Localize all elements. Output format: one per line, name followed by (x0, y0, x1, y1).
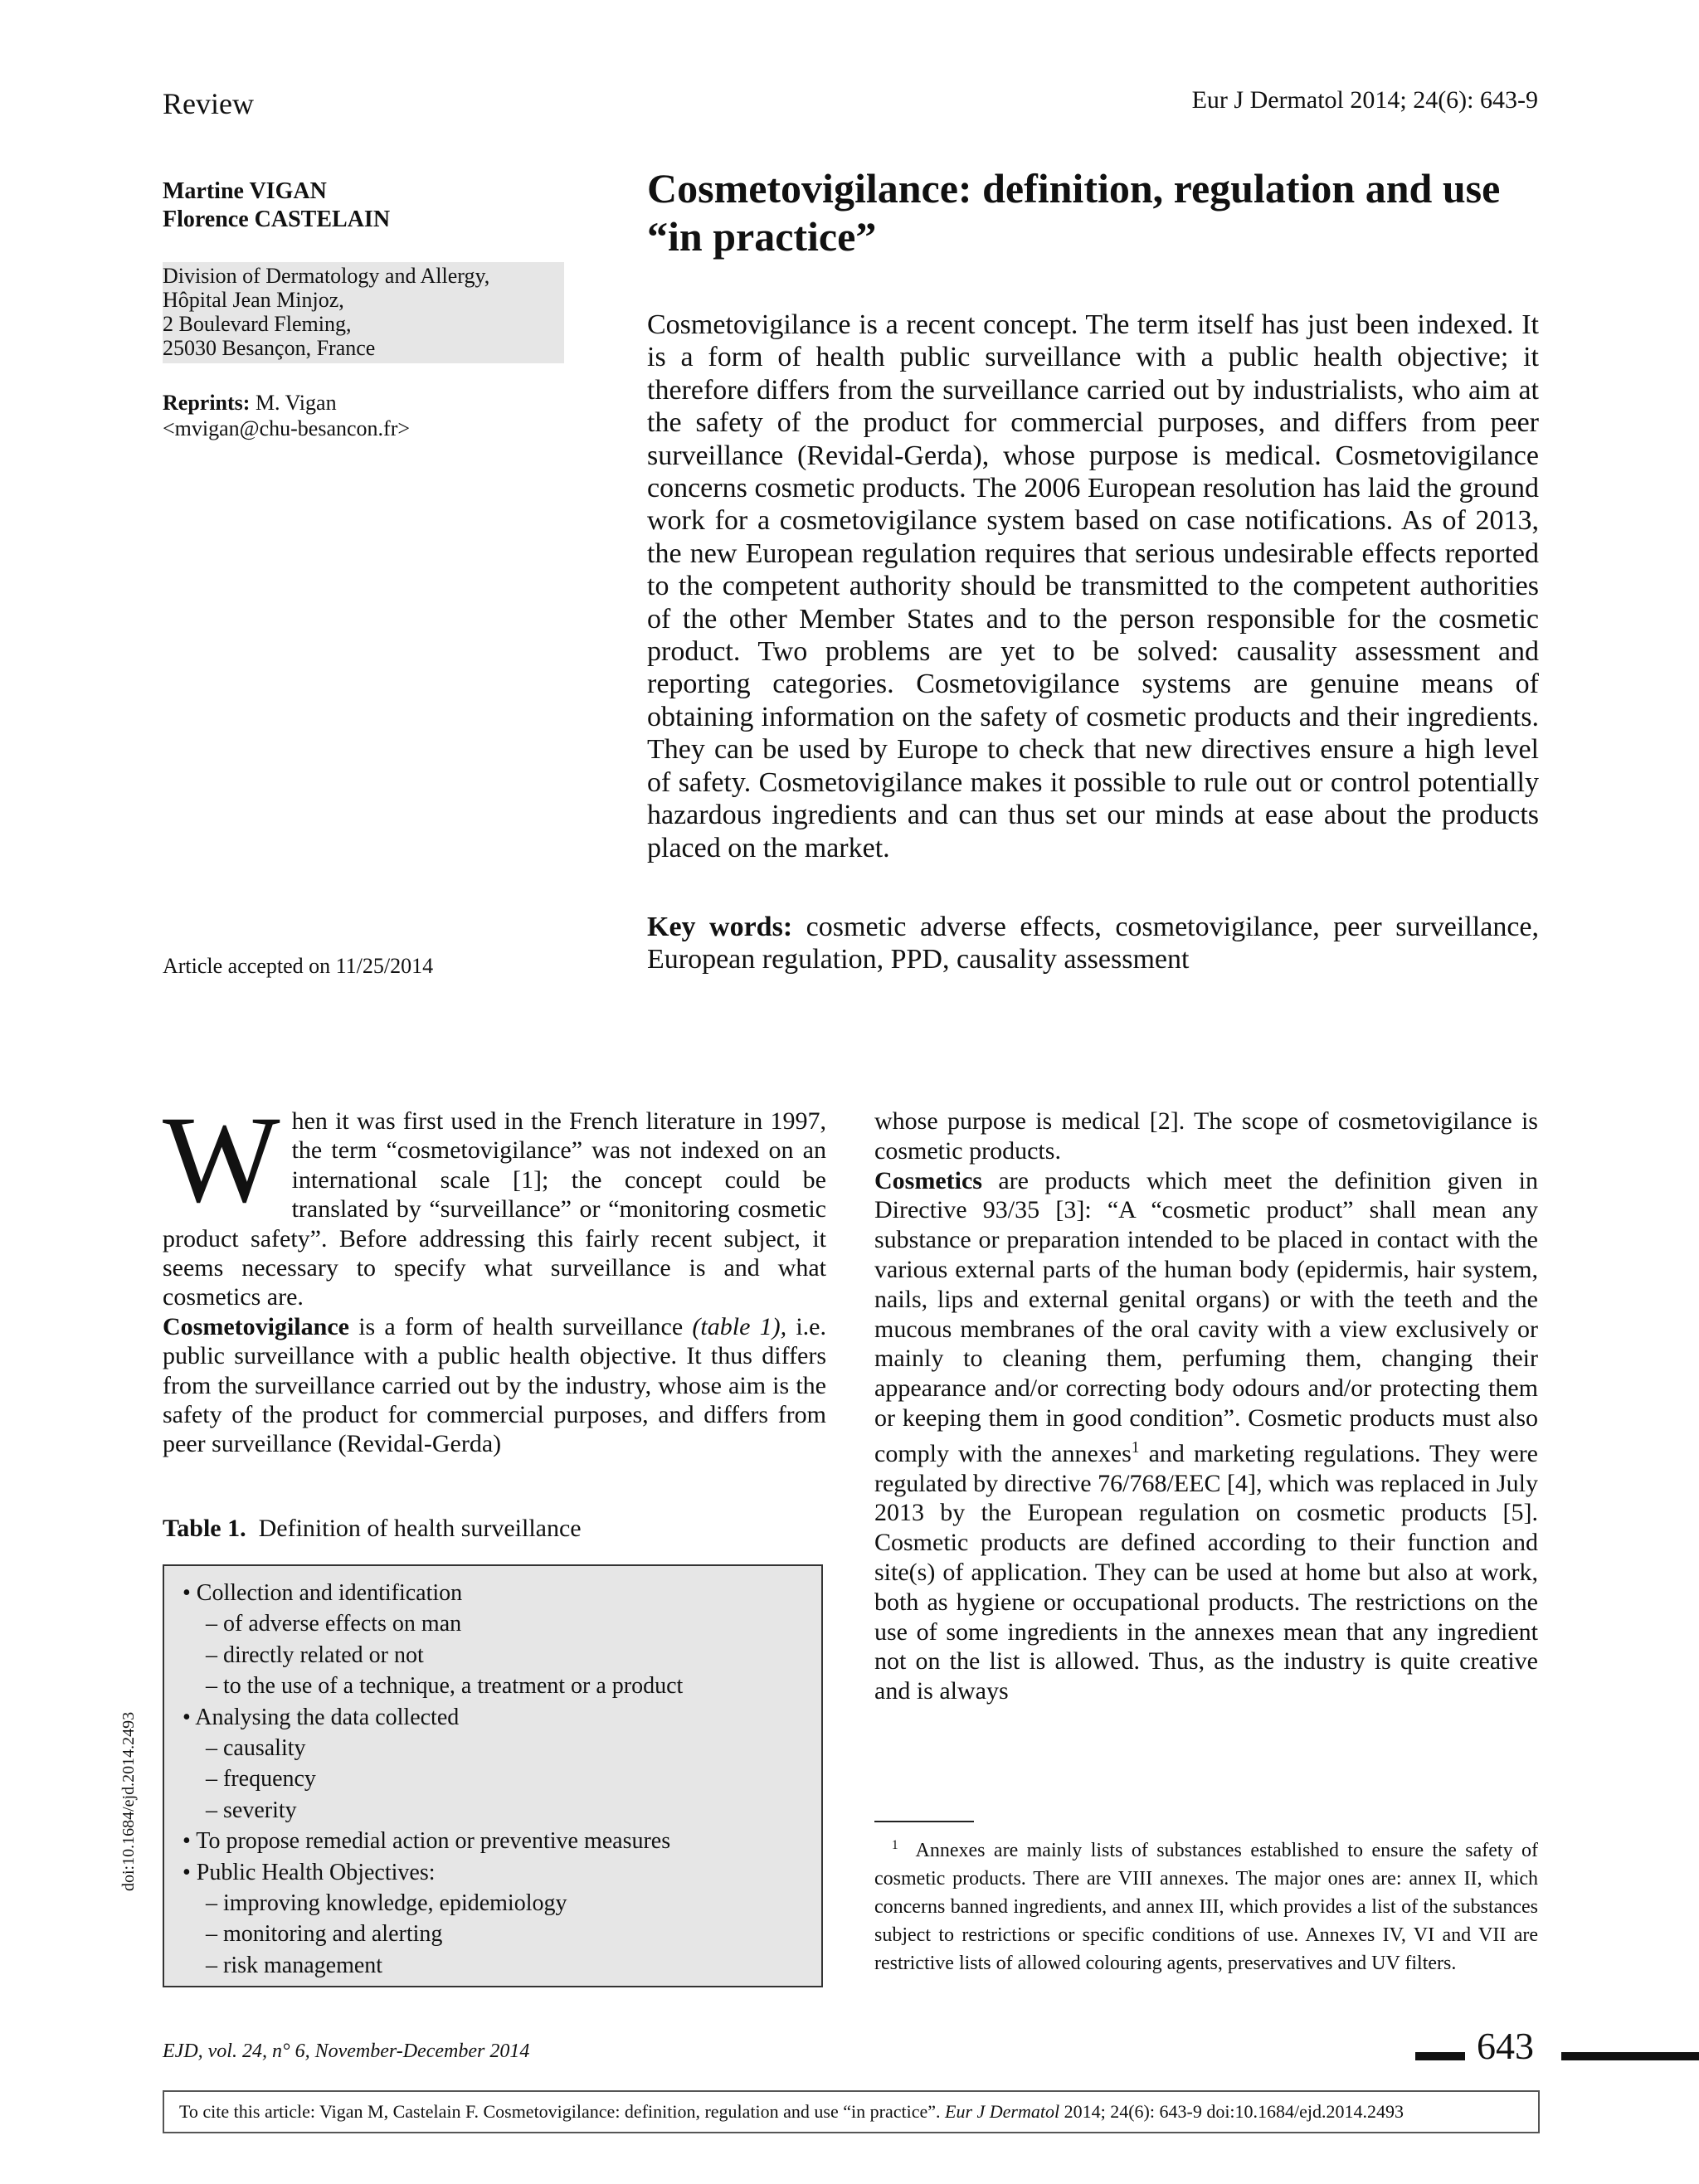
body-column-right (874, 1107, 1538, 1706)
footnote (874, 1831, 1538, 1977)
table-line: – frequency (206, 1766, 316, 1792)
cosmetics-text: are products which meet the definition given in Directive 93/35 [3]: “A “cosmetic product” shall mean any substance or preparation intended to be placed in contact with the various external parts of the human body (epidermis, hair system, nails, lips and external genital organs) or with the teeth and the mucous membranes of the oral cavity with a view exclusively or mainly to cleaning them, perfuming them, changing their appearance and/or correcting body odours and/or protecting them or keeping them in good condition”. Cosmetic products must also comply with the annexes (874, 1166, 1538, 1467)
affiliation-line: Division of Dermatology and Allergy, (163, 264, 490, 288)
intro-paragraph (163, 1091, 826, 1312)
reprints-name: M. Vigan (255, 391, 337, 415)
affiliation-line: 2 Boulevard Fleming, (163, 312, 352, 336)
reprints-info (163, 390, 410, 441)
affiliation-box (163, 262, 564, 363)
footnote-divider (874, 1821, 974, 1822)
author-name: Florence CASTELAIN (163, 207, 391, 232)
affiliation-line: Hôpital Jean Minjoz, (163, 288, 344, 312)
author-name: Martine VIGAN (163, 178, 327, 204)
accepted-date: Article accepted on 11/25/2014 (163, 954, 434, 978)
journal-reference: Eur J Dermatol 2014; 24(6): 643-9 (1191, 86, 1538, 114)
scope-paragraph: whose purpose is medical [2]. The scope of cosmetovigilance is cosmetic products. (874, 1107, 1538, 1165)
section-label: Review (163, 87, 254, 120)
side-doi: doi:10.1684/ejd.2014.2493 (119, 1711, 138, 1891)
affiliation-line: 25030 Besançon, France (163, 336, 376, 360)
definition-text: is a form of health surveillance (348, 1312, 693, 1340)
body-column-left (163, 1091, 827, 1459)
table-line: • To propose remedial action or preventive measures (183, 1828, 671, 1855)
table-line: – of adverse effects on man (206, 1611, 462, 1637)
footnote-text: Annexes are mainly lists of substances established to ensure the safety of cosmetic products. There are VIII annexes. The major ones are: annex II, which concerns banned ingredients, and annex III, which provides a list of the substances subject to restrictions or specific conditions of use. Annexes IV, VI and VII are restrictive lists of allowed colouring agents, preservatives and UV filters. (874, 1840, 1539, 1974)
table-caption-text: Definition of health surveillance (258, 1515, 582, 1542)
cosmetics-text-cont: and marketing regulations. They were regulated by directive 76/768/EEC [4], which was replaced in July 2013 by the European regulation on cosmetic products [5]. Cosmetic products are defined according to their function and site(s) of application. They can be used at home but also at work, both as hygiene or occupational products. The restrictions on the use of some ingredients in the annexes mean that any ingredient not on the list is allowed. Thus, as the industry is quite creative and is always (874, 1439, 1538, 1705)
table-line: – causality (206, 1735, 306, 1762)
article-title: Cosmetovigilance: definition, regulation and use “in practice” (647, 165, 1501, 260)
table-line: • Analysing the data collected (183, 1704, 460, 1730)
keywords (647, 911, 1539, 976)
citation-box (163, 2090, 1540, 2133)
cosmetics-paragraph (874, 1166, 1538, 1706)
abstract: Cosmetovigilance is a recent concept. The term itself has just been indexed. It is a form of health public surveillance with a public health objective; it therefore differs from the surveillance carried out by industrialists, who aim at the safety of the product for commercial purposes, and differs from peer surveillance (Revidal-Gerda), whose purpose is medical. Cosmetovigilance concerns cosmetic products. The 2006 European resolution has laid the ground work for a cosmetovigilance system based on case notifications. As of 2013, the new European regulation requires that serious undesirable effects reported to the competent authority should be transmitted to the competent authorities of the other Member States and to the person responsible for the cosmetic product. Two problems are yet to be solved: causality assessment and reporting categories. Cosmetovigilance systems are genuine means of obtaining information on the safety of cosmetic products and their ingredients. They can be used by Europe to check that new directives ensure a high level of safety. Cosmetovigilance makes it possible to rule out or control potentially hazardous ingredients and can thus set our minds at ease about the products placed on the market. (647, 309, 1539, 863)
citation-suffix: 2014; 24(6): 643-9 doi:10.1684/ejd.2014.2493 (1059, 2101, 1404, 2122)
table-line: – directly related or not (206, 1642, 424, 1668)
table-1 (163, 1564, 823, 1987)
citation-prefix: To cite this article: Vigan M, Castelain F. Cosmetovigilance: definition, regulation and use “in practice”. (179, 2101, 946, 2122)
author-list (163, 178, 390, 234)
keywords-label: Key words: (647, 912, 793, 942)
table-reference[interactable]: (table 1), (692, 1312, 787, 1340)
footnote-number: 1 (891, 1838, 898, 1852)
definition-paragraph (163, 1312, 826, 1459)
reprints-label: Reprints: (163, 391, 251, 415)
citation-journal: Eur J Dermatol (945, 2101, 1060, 2122)
intro-text: hen it was first used in the French literature in 1997, the term “cosmetovigilance” was not indexed on an international scale [1]; the concept could be translated by “surveillance” or “monitoring cosmetic product safety”. Before addressing this fairly recent subject, it seems necessary to specify what surveillance is and what cosmetics are. (163, 1107, 826, 1311)
table-line: – risk management (206, 1952, 383, 1978)
footnote-marker[interactable]: 1 (1131, 1438, 1140, 1457)
table-line: – improving knowledge, epidemiology (206, 1890, 567, 1917)
keywords-text: cosmetic adverse effects, cosmetovigilance, peer surveillance, European regulation, PPD, causality assessment (647, 912, 1540, 975)
table-caption (163, 1515, 582, 1543)
table-line: • Public Health Objectives: (183, 1859, 436, 1885)
table-line: – monitoring and alerting (206, 1921, 443, 1948)
table-line: – to the use of a technique, a treatment or a product (206, 1673, 684, 1700)
table-line: • Collection and identification (183, 1580, 463, 1606)
page-number-bar-left (1415, 2052, 1465, 2060)
table-label: Table 1. (163, 1515, 246, 1542)
dropcap: W (163, 1091, 280, 1228)
term-cosmetovigilance: Cosmetovigilance (163, 1312, 349, 1340)
page-number: 643 (1477, 2025, 1534, 2067)
reprints-email[interactable]: <mvigan@chu-besancon.fr> (163, 416, 411, 440)
footer-journal-info: EJD, vol. 24, n° 6, November-December 2014 (163, 2041, 530, 2062)
table-line: – severity (206, 1797, 297, 1823)
definition-text-cont: i.e. public surveillance with a public health objective. It thus differs from the surveillance carried out by the industry, whose aim is the safety of the product for commercial purposes, and differs from peer surveillance (Revidal-Gerda) (163, 1312, 827, 1458)
page-number-bar-right (1561, 2052, 1699, 2060)
term-cosmetics: Cosmetics (874, 1166, 982, 1194)
